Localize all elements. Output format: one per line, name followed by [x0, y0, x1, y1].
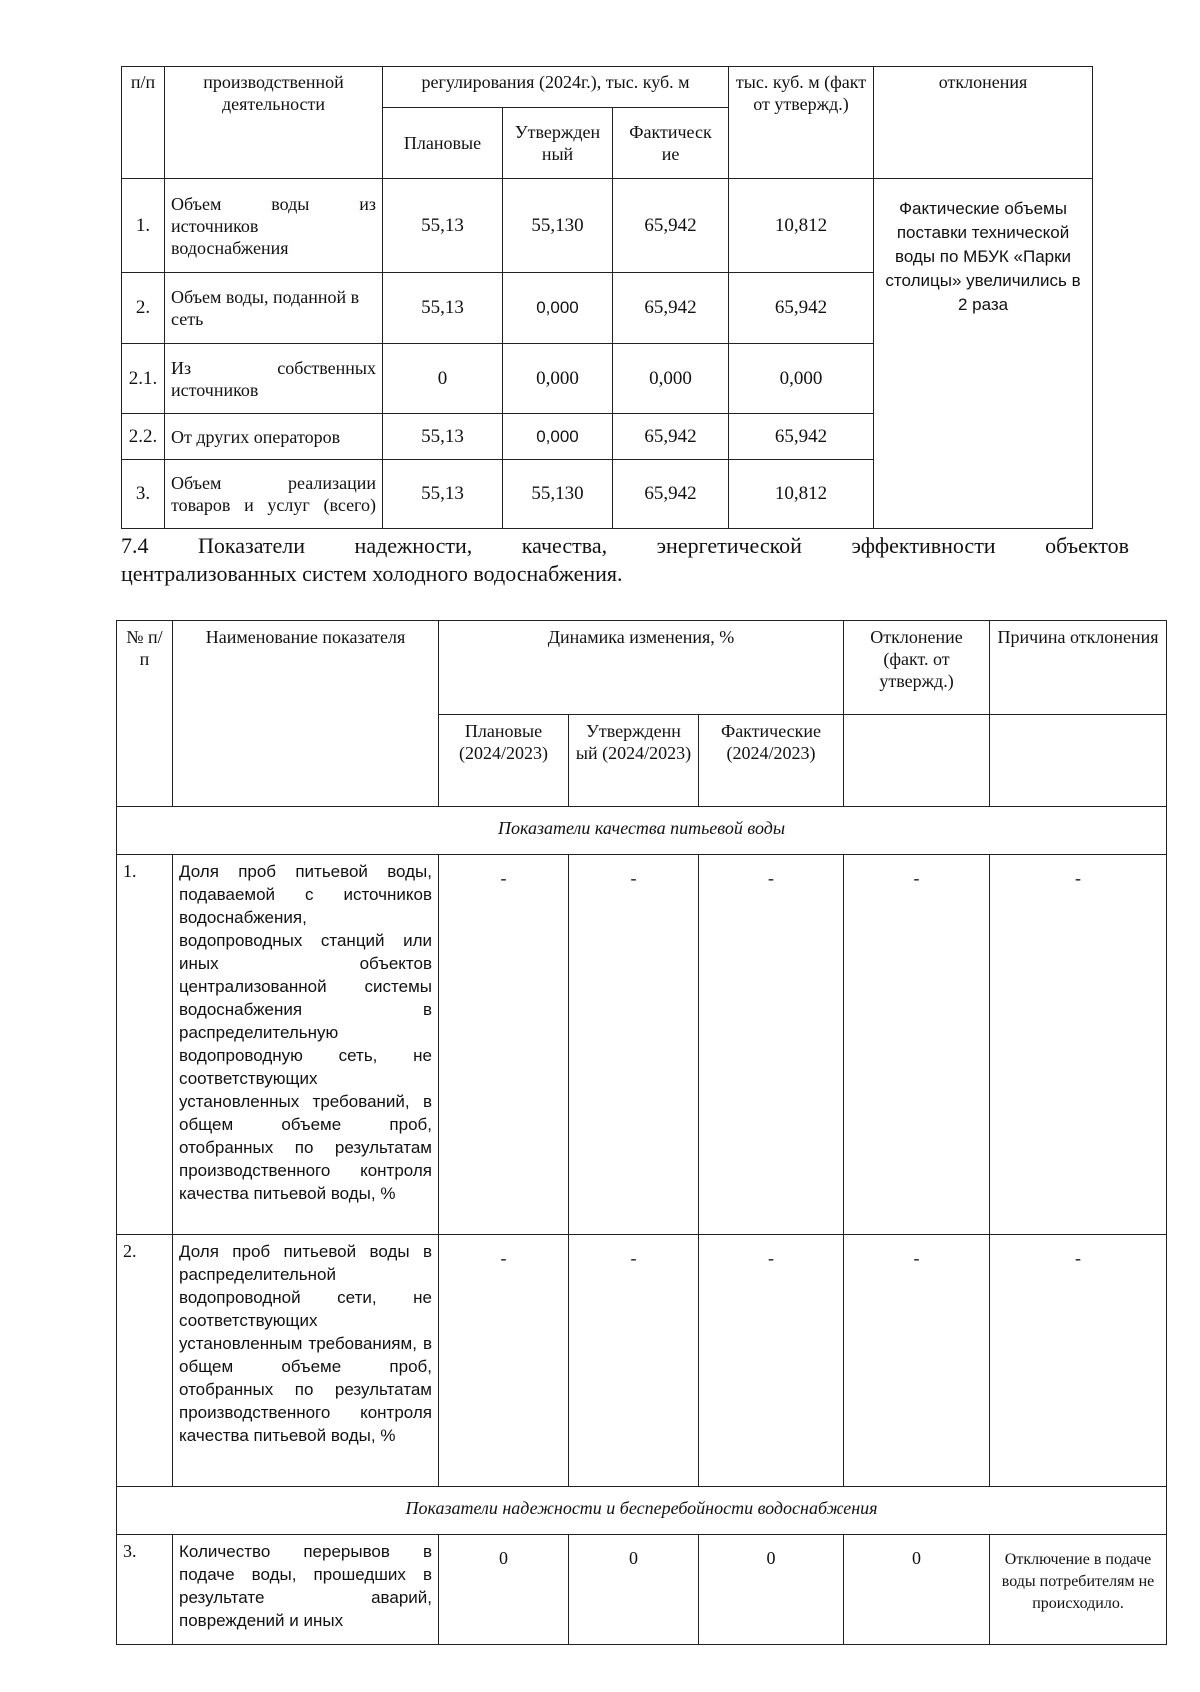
cell-reason: - [990, 1235, 1167, 1487]
row-name: Доля проб питьевой воды, подаваемой с источников водоснабжения, водопроводных станций или иных объектов централизованной системы водоснабжения в распределительную водопроводную сеть, не соответствующих установленных требований, в общем объеме проб, отобранных по результатам производственного контроля качества питьевой воды, % [173, 855, 439, 1235]
cell-deviation: 10,812 [729, 460, 874, 529]
cell-plan: 0 [383, 344, 503, 414]
cell-actual: 65,942 [613, 460, 729, 529]
cell-actual: 65,942 [613, 273, 729, 344]
cell-plan: 55,13 [383, 460, 503, 529]
cell-plan: - [439, 1235, 569, 1487]
col-header-np: № п/п [117, 621, 173, 807]
cell-deviation: - [844, 855, 990, 1235]
cell-deviation: 0 [844, 1535, 990, 1645]
row-number: 2.2. [122, 414, 165, 460]
cell-approved: 0,000 [503, 414, 613, 460]
cell-deviation: - [844, 1235, 990, 1487]
cell-approved: 0,000 [503, 273, 613, 344]
col-header-deviation: тыс. куб. м (факт от утвержд.) [729, 67, 874, 179]
row-number: 3. [122, 460, 165, 529]
cell-plan: 55,13 [383, 414, 503, 460]
section-heading [121, 532, 1129, 588]
cell-approved: 0,000 [503, 344, 613, 414]
row-name: Объем реализации товаров и услуг (всего) [165, 460, 383, 529]
row-number: 3. [117, 1535, 173, 1645]
table-row [117, 855, 1167, 1235]
table-row [117, 1235, 1167, 1487]
deviation-reason-note: Фактические объемы поставки технической воды по МБУК «Парки столицы» увеличились в 2 раза [874, 179, 1093, 529]
cell-actual: - [699, 1235, 844, 1487]
col-header-np: п/п [122, 67, 165, 179]
row-name: Из собственных источников [165, 344, 383, 414]
col-header-dynamics: Динамика изменения, % [439, 621, 844, 715]
cell-deviation: 65,942 [729, 273, 874, 344]
cell-approved: 55,130 [503, 460, 613, 529]
cell-plan: 55,13 [383, 179, 503, 273]
cell-deviation: 10,812 [729, 179, 874, 273]
cell-deviation: 65,942 [729, 414, 874, 460]
sub-header-plan: Плановые (2024/2023) [439, 715, 569, 807]
row-name: Доля проб питьевой воды в распределительной водопроводной сети, не соответствующих установленным требованиям, в общем объеме проб, отобранных по результатам производственного контроля качества питьевой воды, % [173, 1235, 439, 1487]
col-header-reason: отклонения [874, 67, 1093, 179]
row-name: Объем воды, поданной в сеть [165, 273, 383, 344]
row-number: 2. [117, 1235, 173, 1487]
row-number: 2. [122, 273, 165, 344]
sub-header-actual: Фактические (2024/2023) [699, 715, 844, 807]
sub-header-empty [990, 715, 1167, 807]
row-name: От других операторов [165, 414, 383, 460]
cell-plan: 0 [439, 1535, 569, 1645]
cell-actual: - [699, 855, 844, 1235]
sub-header-actual: Фактическ ие [613, 108, 729, 179]
cell-plan: - [439, 855, 569, 1235]
cell-reason: - [990, 855, 1167, 1235]
sub-header-empty [844, 715, 990, 807]
cell-approved: 0 [569, 1535, 699, 1645]
col-header-reason: Причина отклонения [990, 621, 1167, 715]
cell-actual: 0,000 [613, 344, 729, 414]
indicators-table [116, 620, 1167, 1645]
section-heading-line1: 7.4 Показатели надежности, качества, энергетической эффективности объектов [121, 533, 1129, 558]
section-quality: Показатели качества питьевой воды [117, 807, 1167, 855]
section-reliability: Показатели надежности и бесперебойности водоснабжения [117, 1487, 1167, 1535]
cell-approved: - [569, 1235, 699, 1487]
cell-plan: 55,13 [383, 273, 503, 344]
cell-approved: 55,130 [503, 179, 613, 273]
cell-reason: Отключение в подаче воды потребителям не происходило. [990, 1535, 1167, 1645]
row-number: 1. [117, 855, 173, 1235]
row-name: Количество перерывов в подаче воды, прошедших в результате аварий, повреждений и иных [173, 1535, 439, 1645]
water-volume-table [121, 66, 1093, 529]
sub-header-approved: Утвержденн ый (2024/2023) [569, 715, 699, 807]
cell-approved: - [569, 855, 699, 1235]
cell-deviation: 0,000 [729, 344, 874, 414]
col-header-deviation: Отклонение (факт. от утвержд.) [844, 621, 990, 715]
table-row [122, 179, 1093, 273]
row-number: 2.1. [122, 344, 165, 414]
cell-actual: 65,942 [613, 414, 729, 460]
row-name: Объем воды из источников водоснабжения [165, 179, 383, 273]
col-header-name: Наименование показателя [173, 621, 439, 807]
section-heading-line2: централизованных систем холодного водоснабжения. [121, 561, 623, 586]
table-row [117, 1535, 1167, 1645]
col-header-activity: производственной деятельности [165, 67, 383, 179]
sub-header-plan: Плановые [383, 108, 503, 179]
row-number: 1. [122, 179, 165, 273]
col-header-regulation: регулирования (2024г.), тыс. куб. м [383, 67, 729, 108]
cell-actual: 65,942 [613, 179, 729, 273]
sub-header-approved: Утвержден ный [503, 108, 613, 179]
cell-actual: 0 [699, 1535, 844, 1645]
